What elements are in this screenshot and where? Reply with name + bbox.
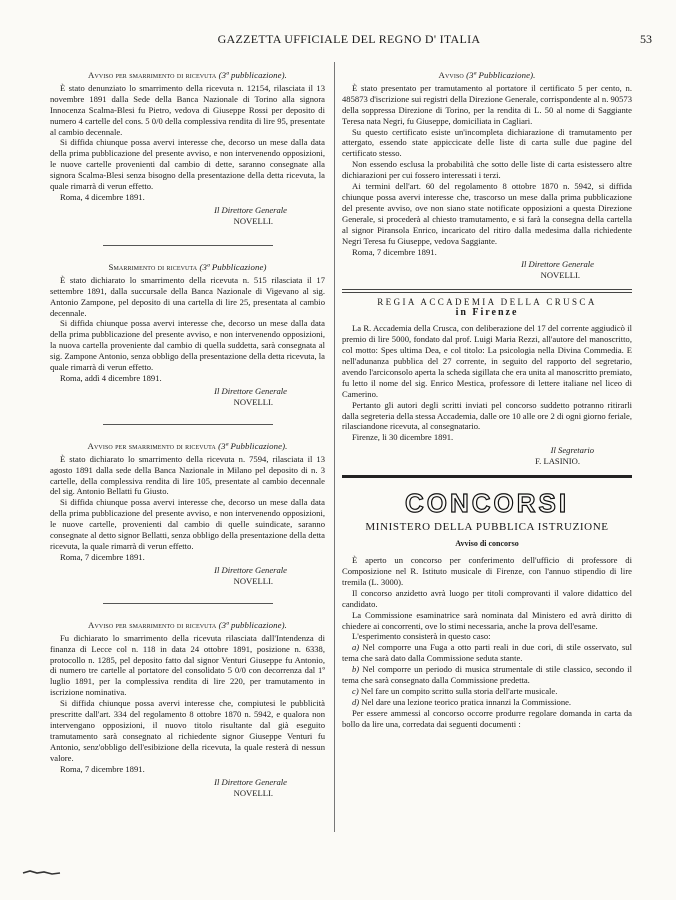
notice-place-date: Roma, 7 dicembre 1891. — [60, 551, 145, 562]
exam-item-label: d) — [352, 696, 360, 707]
signature-role: Il Direttore Generale — [214, 204, 287, 215]
notice-paragraph: Pertanto gli autori degli scritti inviati pel concorso suddetto potranno ritirarli dalla segreteria della stessa Accademia, dalle ore 10 alle ore 2 di ogni giorno feriale, rilasciandone ricevuta, al consegnatario. — [342, 399, 632, 432]
signature-role: Il Direttore Generale — [214, 385, 287, 396]
separator — [103, 603, 273, 604]
page-number: 53 — [640, 32, 652, 46]
notice-paragraph: Fu dichiarato lo smarrimento della ricevuta rilasciata dall'Intendenza di finanza di Lecce col n. 118 in data 24 ottobre 1891, posizione n. 6338, protocollo n. 1285, pel deposito fatto dal signor Venturi Giuseppe fu Antonio, di numero tre cartelle al portatore del consolidato 5 0/0 con decorrenza dal 1º luglio 1891, per la complessiva rendita di lire 220, per tramutamento in iscrizione nominativa. — [50, 632, 325, 698]
notice-title-lead: Avviso per smarrimento di ricevuta — [87, 440, 216, 451]
concorsi-section — [342, 475, 632, 729]
notice-signature — [50, 386, 325, 408]
notice-title — [50, 70, 325, 81]
signature-role: Il Direttore Generale — [521, 259, 594, 270]
notice-title-lead: Smarrimento di ricevuta — [108, 261, 198, 272]
notice-title-publication: (3ª Pubblicazione). — [466, 70, 536, 80]
notice-place-date: Roma, 4 dicembre 1891. — [60, 191, 145, 202]
notice-1 — [50, 70, 325, 227]
notice-signature — [342, 259, 632, 281]
concorso-paragraph: Il concorso anzidetto avrà luogo per titoli comprovanti il valore didattico del candidato. — [342, 587, 632, 609]
notice-paragraph: Si diffida chiunque possa avervi interesse che, decorso un mese dalla data della prima pubblicazione del presente avviso, e non intervenendo opposizioni, le nuove cartelle provenienti dal cambio di dette, saranno consegnate alla signora Scalma-Blesi senza bisogno della presentazione della detta ricevuta, la quale rimarrà di verun effetto. — [50, 137, 325, 192]
separator — [103, 245, 273, 246]
exam-item-text: Nel comporre un periodo di musica strumentale di stile classico, secondo il tema che sarà consegnato dalla Commissione predetta. — [342, 664, 632, 686]
notice-place-date: Roma, 7 dicembre 1891. — [352, 246, 437, 257]
separator — [103, 424, 273, 425]
exam-item-label: c) — [352, 685, 359, 696]
notice-4 — [50, 620, 325, 799]
notice-paragraph: Si diffida chiunque possa avervi interesse che, compiutesi le pubblicità prescritte dall'art. 334 del regolamento 8 ottobre 1870 n. 5942, e qualora non intervengano opposizioni, il nuovo titolo risultante dal già eseguito tramutamento sarà consegnato al richiedente signor Giuseppe Venturi fu Antonio, senz'obbligo dell'esibizione della ricevuta, la quale resterà di nessun valore. — [50, 698, 325, 763]
signature-role: Il Direttore Generale — [214, 564, 287, 575]
notice-accademia — [342, 297, 632, 467]
concorso-closing: Per essere ammessi al concorso occorre produrre regolare domanda in carta da bollo da lire una, corredata dai seguenti documenti : — [342, 707, 632, 729]
notice-paragraph: Si diffida chiunque possa avervi interesse che, decorso un mese dalla data della prima pubblicazione del presente avviso, e non intervenendo opposizioni, le nuove cartelle, provenienti dal cambio di quelle suindicate, saranno consegnate al detto signor Bellatti, senza obbligo della presentazione della detta ricevuta, la quale rimarrà di verun effetto. — [50, 497, 325, 551]
notice-paragraph: È stato dichiarato lo smarrimento della ricevuta n. 7594, rilasciata il 13 agosto 1891 dalla sede della Banca Nazionale in Milano pel deposito di n. 3 cartelle, della complessiva rendita di lire 105, presentate al cambio decennale del sig. Antonio Bellatti fu Giusto. — [50, 453, 325, 497]
exam-item — [342, 664, 632, 686]
signature-name: F. LASINIO. — [535, 456, 580, 467]
signature-name: NOVELLI. — [540, 270, 580, 281]
concorso-paragraph: L'esperimento consisterà in questo caso: — [352, 631, 491, 642]
notice-title-lead: Avviso per smarrimento di ricevuta — [88, 70, 217, 80]
notice-paragraph: È stato denunziato lo smarrimento della ricevuta n. 12154, rilasciata il 13 novembre 1891 dalla Sede della Banca Nazionale di Torino alla signora Innocenza Scalma-Blesi fu Pietro, vedova di Giuseppe Rossi per deposito di numero 4 cartelle del cons. 5 0/0 della complessiva rendita di lire 95, presentate al cambio decennale. — [50, 82, 325, 137]
notice-3 — [50, 441, 325, 587]
notice-paragraph: È stato presentato per tramutamento al portatore il certificato 5 per cento, n. 485873 d'iscrizione sui registri della Direzione Generale, corrispondente al n. 90573 della soppressa Direzione di Torino, per la rendita di L. 50 al nome di Saggiante Teresa nata Negri, fu Giuseppe, domiciliata in Cagliari. — [342, 82, 632, 126]
notice-paragraph: Ai termini dell'art. 60 del regolamento 8 ottobre 1870 n. 5942, si diffida chiunque possa avervi interesse che, trascorso un mese dalla prima pubblicazione del presente avviso, ove non siano state notificate opposizioni a questa Direzione Generale, si procederà al chiesto tramutamento, e si farà la consegna della cartella al signor Piransola Enrico, incaricato del ritiro dalla medesima dalla richiedente Negri Teresa fu Giuseppe, vedova Saggiante. — [342, 181, 632, 246]
notice-2 — [50, 262, 325, 408]
exam-item-text: Nel comporre una Fuga a otto parti reali in due cori, di stile osservato, sul tema che sarà dato dalla Commissione seduta stante. — [342, 642, 632, 664]
column-rule — [334, 62, 335, 832]
scan-artifact-mark — [22, 868, 62, 876]
concorsi-banner: CONCORSI — [404, 488, 570, 519]
notice-place-date: Roma, addì 4 dicembre 1891. — [60, 372, 162, 383]
notice-paragraph: Non essendo esclusa la probabilità che sotto delle liste di carta esistessero altre dichiarazioni per cui fossero interessati i terzi. — [342, 159, 632, 181]
concorso-paragraph: È aperto un concorso per conferimento dell'ufficio di professore di Composizione nel R. Istituto musicale di Firenze, con l'annuo stipendio di lire tremila (L. 3000). — [342, 555, 632, 587]
notice-title-lead: Avviso per smarrimento di ricevuta — [88, 619, 217, 630]
running-title: GAZZETTA UFFICIALE DEL REGNO D' ITALIA — [217, 32, 481, 46]
notice-place-date: Firenze, li 30 dicembre 1891. — [352, 432, 454, 443]
notice-title — [50, 441, 325, 452]
signature-role: Il Segretario — [550, 445, 594, 456]
signature-name: NOVELLI. — [233, 215, 273, 226]
exam-item-text: Nel dare una lezione teorico pratica innanzi la Commissione. — [361, 696, 572, 707]
exam-item — [342, 686, 632, 697]
notice-title-publication: (3ª Pubblicazione) — [199, 261, 267, 272]
notice-signature — [342, 445, 632, 467]
notice-paragraph: La R. Accademia della Crusca, con deliberazione del 17 del corrente aggiudicò il premio di lire 5000, fondato dal prof. Luigi Maria Rezzi, all'autore del manoscritto, col motto: Spes ultima Dea, e col titolo: La psicologia nella Divina Commedia. E nell'adunanza pubblica del 27 corrente, in seguito del rapporto del segretario, avendo l'arciconsolo aperta la scheda sigillata che era unita al manoscritto premiato, fu letto il nome del sig. Enrico Mestica, professore di lettere italiane nel liceo di Camerino. — [342, 323, 632, 399]
exam-item-text: Nel fare un compito scritto sulla storia dell'arte musicale. — [360, 685, 558, 696]
avviso-concorso-title: Avviso di concorso — [455, 539, 519, 549]
concorso-paragraph: La Commissione esaminatrice sarà nominata dal Ministero ed avrà diritto di chiedere ai concorrenti, ove lo stimi necessaria, anche la prova dell'esame. — [342, 609, 632, 631]
notice-signature — [50, 565, 325, 587]
notice-signature — [50, 777, 325, 799]
notice-title — [50, 620, 325, 631]
exam-item — [342, 642, 632, 664]
notice-paragraph: Su questo certificato esiste un'incompleta dichiarazione di tramutamento per attergato, essendo state appiccicate delle liste di carta sulle due pagine del certificato stesso. — [342, 126, 632, 159]
notice-title-publication: (3ª pubblicazione). — [218, 619, 287, 630]
ministry-heading: MINISTERO DELLA PUBBLICA ISTRUZIONE — [365, 521, 609, 534]
exam-item-label: b) — [352, 664, 360, 675]
notice-signature — [50, 205, 325, 227]
signature-name: NOVELLI. — [233, 575, 273, 586]
notice-avviso — [342, 70, 632, 281]
notice-place-date: Roma, 7 dicembre 1891. — [60, 763, 145, 774]
notice-title-lead: Avviso — [438, 70, 464, 80]
double-rule — [342, 289, 632, 293]
accademia-title: REGIA ACCADEMIA DELLA CRUSCA — [377, 297, 597, 308]
notice-title-publication: (3ª pubblicazione). — [218, 70, 287, 80]
notice-title — [50, 262, 325, 273]
signature-name: NOVELLI. — [233, 396, 273, 407]
exam-item-label: a) — [352, 642, 360, 653]
notice-title — [342, 70, 632, 81]
signature-role: Il Direttore Generale — [214, 776, 287, 787]
signature-name: NOVELLI. — [233, 787, 273, 798]
right-column — [342, 70, 632, 730]
accademia-subtitle: in Firenze — [455, 307, 519, 319]
notice-paragraph: È stato dichiarato lo smarrimento della ricevuta n. 515 rilasciata il 17 settembre 1891, dalla succursale della Banca Nazionale di Vigevano al sig. Antonio Zampone, pel deposito di una cartella di lire 25, presentata al cambio decennale. — [50, 274, 325, 318]
exam-item — [342, 697, 632, 708]
page-header — [46, 31, 652, 47]
left-column — [50, 70, 325, 799]
notice-title-publication: (3ª Pubblicazione). — [218, 440, 288, 451]
notice-paragraph: Si diffida chiunque possa avervi interesse che, decorso un mese dalla data della prima pubblicazione del presente avviso, e non intervenendo opposizioni, la nuova cartella proveniente dal cambio di quella suddetta, sarà consegnata al sig. Zampone Antonio, senza obbligo della presentazione della detta ricevuta, la quale rimarrà di verun effetto. — [50, 318, 325, 373]
